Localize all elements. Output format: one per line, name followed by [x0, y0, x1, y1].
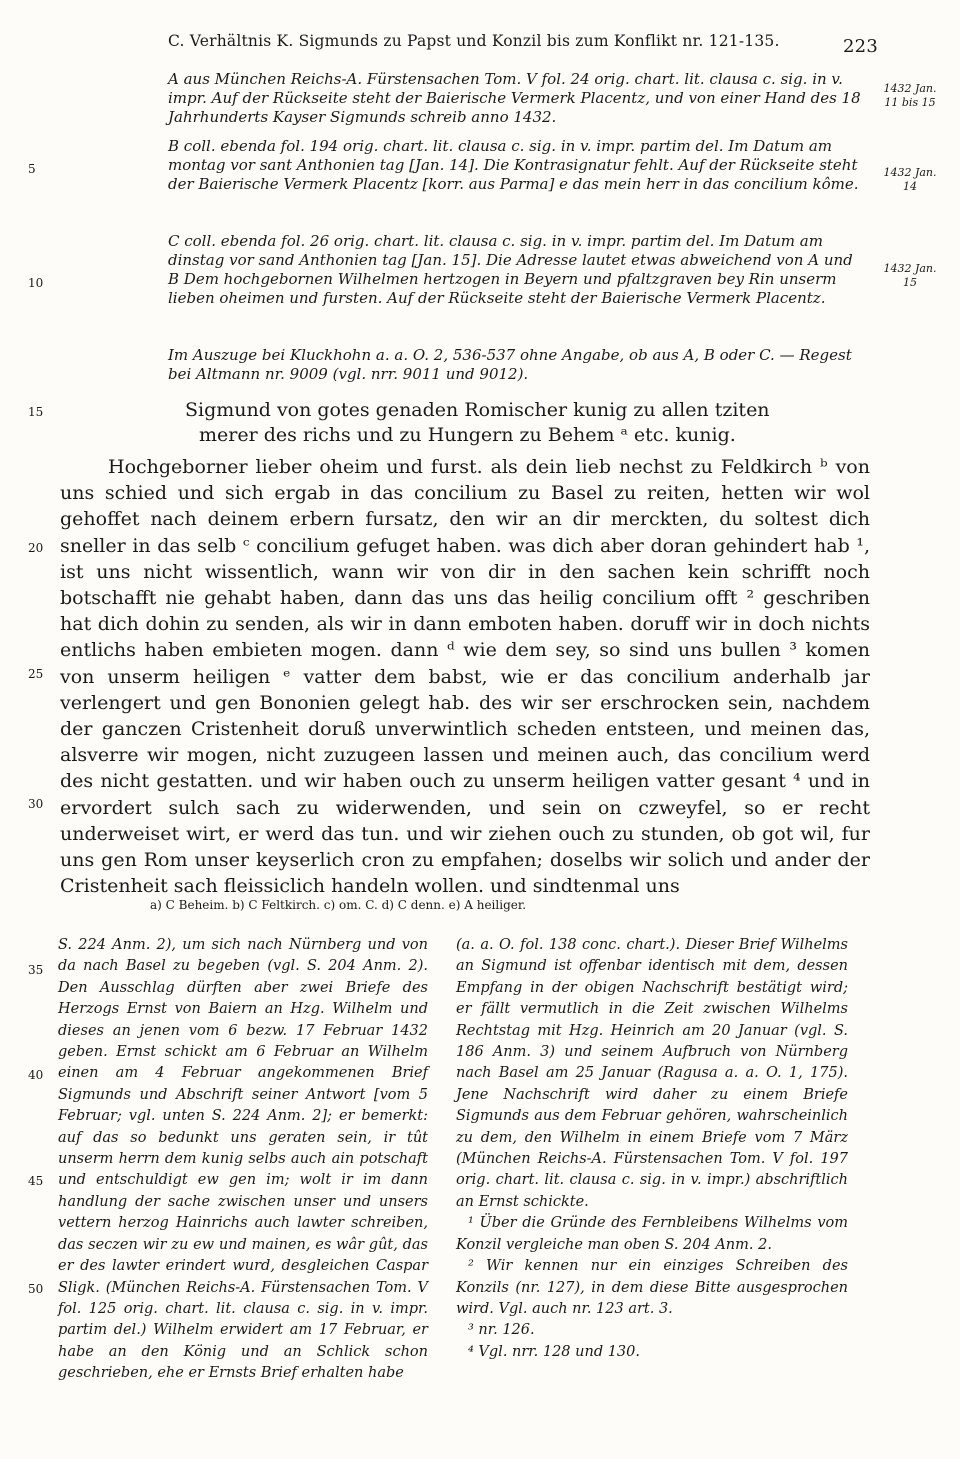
source-a: A aus München Reichs-A. Fürstensachen Tom. V fol. 24 orig. chart. lit. clausa c. sig. in v. impr. Auf der Rückseite steht der Baierische Vermerk Placentz, und von einer Hand des 18 Jahrhunderts Kayser Sigmunds schreib anno 1432. — [168, 70, 861, 126]
footnote: ² Wir kennen nur ein einziges Schreiben des Konzils (nr. 127), in dem diese Bitte ausgesprochen wird. Vgl. auch nr. 123 art. 3. — [456, 1258, 848, 1317]
footnote: ¹ Über die Gründe des Fernbleibens Wilhelms vom Konzil vergleiche man oben S. 204 Anm. 2. — [456, 1215, 848, 1253]
line-number: 10 — [28, 276, 44, 290]
line-number: 30 — [28, 797, 44, 811]
commentary-left-column — [58, 935, 428, 1385]
line-number: 50 — [28, 1282, 44, 1296]
side-note-date: 1432 Jan. 11 bis 15 — [883, 82, 937, 109]
commentary-text: S. 224 Anm. 2), um sich nach Nürnberg und von da nach Basel zu begeben (vgl. S. 204 Anm. 2). Den Ausschlag dürften aber zwei Briefe des Herzogs Ernst von Baiern an Hzg. Wilhelm und dieses an jenen vom 6 bezw. 17 Februar 1432 geben. Ernst schickt am 6 Februar an Wilhelm einen am 4 Februar angekommenen Brief Sigmunds und Abschrift seiner Antwort [vom 5 Februar; vgl. unten S. 224 Anm. 2]; er bemerkt: auf das so bedunkt uns geraten sein, ir tût unserm herrn dem kunig selbs auch ain potschaft und entschuldigt ew gen im; wolt ir im dann handlung der sache zwischen unser und unsers vettern herzog Hainrichs auch lawter schreiben, das seczen wir zu ew und mainen, es wâr gût, das er des lawter erindert wurd, desgleichen Caspar Sligk. (München Reichs-A. Fürstensachen Tom. V fol. 125 orig. chart. lit. clausa c. sig. in v. impr. partim del.) Wilhelm erwidert am 17 Februar, er habe an den König und an Schlick schon geschrieben, ehe er Ernsts Brief erhalten habe — [58, 937, 428, 1382]
running-header — [168, 32, 878, 57]
source-c: C coll. ebenda fol. 26 orig. chart. lit. clausa c. sig. in v. impr. partim del. Im Datum am dinstag vor sand Anthonien tag [Jan. 15]. Die Adresse lautet etwas abweichend von A und B Dem hochgebornen Wilhelmen hertzogen in Beyern und pfaltzgraven bey Rin unserm lieben oheimen und fursten. Auf der Rückseite steht der Baierische Vermerk Placentz. — [168, 232, 853, 307]
salutation — [185, 398, 785, 448]
line-number: 20 — [28, 541, 44, 555]
line-number: 5 — [28, 162, 36, 176]
source-b: B coll. ebenda fol. 194 orig. chart. lit. clausa c. sig. in v. impr. partim del. Im Datum am montag vor sant Anthonien tag [Jan. 14]. Die Kontrasignatur fehlt. Auf der Rückseite steht der Baierische Vermerk Placentz [korr. aus Parma] e das mein herr in das concilium kôme. — [168, 137, 859, 193]
line-number: 40 — [28, 1068, 44, 1082]
variant-readings: a) C Beheim. b) C Feltkirch. c) om. C. d) C denn. e) A heiliger. — [150, 898, 527, 912]
source-regest: Im Auszuge bei Kluckhohn a. a. O. 2, 536-537 ohne Angabe, ob aus A, B oder C. — Regest bei Altmann nr. 9009 (vgl. nrr. 9011 und 9012). — [168, 346, 852, 383]
footnote: ⁴ Vgl. nrr. 128 und 130. — [468, 1343, 640, 1360]
side-note-date: 1432 Jan. 14 — [883, 166, 937, 193]
commentary-right-column — [456, 935, 848, 1363]
line-number: 15 — [28, 405, 44, 419]
page-number: 223 — [843, 36, 878, 57]
running-title: C. Verhältnis K. Sigmunds zu Papst und Konzil bis zum Konflikt nr. 121-135. — [168, 32, 780, 50]
side-note-date: 1432 Jan. 15 — [883, 262, 937, 289]
commentary-text: (a. a. O. fol. 138 conc. chart.). Dieser Brief Wilhelms an Sigmund ist offenbar identisch mit dem, dessen Empfang in der obigen Nachschrift bestätigt wird; er fällt vermutlich in die Zeit zwischen Wilhelms Rechtstag mit Hzg. Heinrich am 20 Januar (vgl. S. 186 Anm. 3) und seinem Aufbruch von Nürnberg nach Basel am 25 Januar (Ragusa a. a. O. 1, 175). Jene Nachschrift wird daher zu einem Briefe Sigmunds aus dem Februar gehören, wahrscheinlich zu dem, den Wilhelm in einem Briefe vom 7 März (München Reichs-A. Fürstensachen Tom. V fol. 197 orig. chart. lit. clausa c. sig. in v. impr.) abschriftlich an Ernst schickte. — [456, 937, 848, 1210]
line-number: 35 — [28, 963, 44, 977]
footnote: ³ nr. 126. — [468, 1322, 535, 1339]
salutation-line: Sigmund von gotes genaden Romischer kunig zu allen tziten — [185, 399, 770, 421]
line-number: 45 — [28, 1174, 44, 1188]
letter-body — [60, 454, 870, 899]
line-number: 25 — [28, 667, 44, 681]
letter-text: Hochgeborner lieber oheim und furst. als dein lieb nechst zu Feldkirch ᵇ von uns schied und sich ergab in das concilium zu Basel zu reiten, hetten wir wol gehoffet nach deinem erbern fursatz, den wir an dir merckten, du soltest dich sneller in das selb ᶜ concilium gefuget haben. was dich aber doran gehindert hab ¹, ist uns nicht wissentlich, wann wir von dir in den sachen kein schrifft noch botschafft nie gehabt haben, dann das uns das heilig concilium offt ² geschriben hat dich dohin zu senden, als wir in dann emboten haben. doruff wir in doch nichts entlichs haben embieten mogen. dann ᵈ wie dem sey, so sind uns bullen ³ komen von unserm heiligen ᵉ vatter dem babst, wie er das concilium anderhalb jar verlengert und gen Bononien gelegt hab. des wir ser erschrocken sein, nachdem der ganczen Cristenheit doruß unverwintlich scheden entsteen, und meinen das, alsverre wir mogen, nicht zuzugeen lassen und meinen auch, das concilium werd des nicht gestatten. und wir haben ouch zu unserm heiligen vatter gesant ⁴ und in ervordert sulch sach zu widerwenden, und sein on czweyfel, so er recht underweiset wirt, er werd das tun. und wir ziehen ouch zu stunden, ob got wil, fur uns gen Rom unser keyserlich cron zu empfahen; doselbs wir solich und ander der Cristenheit sach fleissiclich handeln wollen. und sindtenmal uns — [60, 456, 870, 898]
salutation-line: merer des richs und zu Hungern zu Behem ᵃ etc. kunig. — [199, 424, 736, 446]
